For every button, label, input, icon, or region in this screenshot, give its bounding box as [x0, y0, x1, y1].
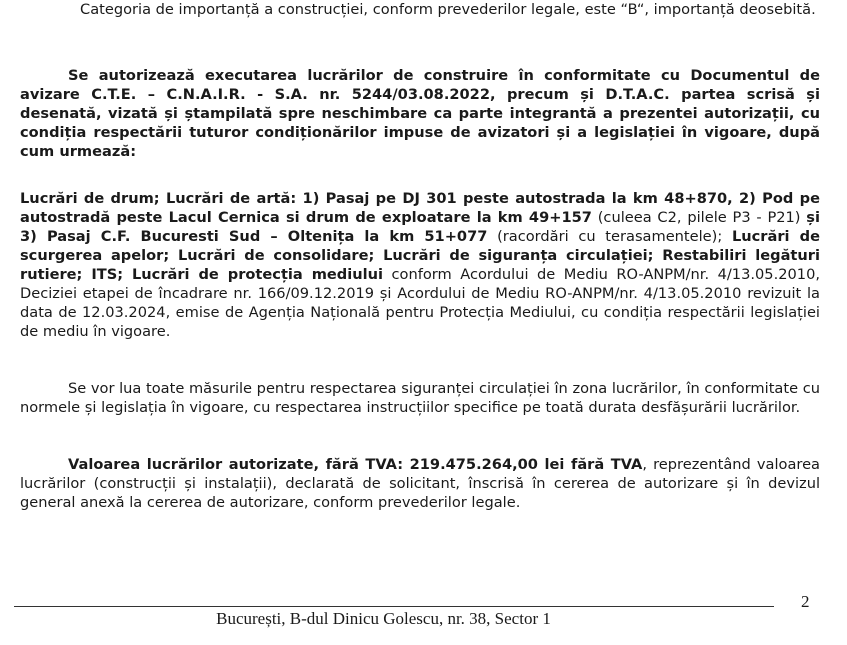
paragraph-traffic-safety	[20, 379, 820, 417]
works-list-bold-1: Lucrări de drum; Lucrări de artă: 1) Pasaj pe DJ 301 peste autostrada la km 48+870, 2) Pod pe autostradă peste Lacul Cernica si drum de exploatare la km 49+157	[20, 190, 820, 226]
works-list-text-1: (culeea C2, pilele P3 - P21)	[591, 209, 807, 226]
paragraph-authorization-text: Se autorizează executarea lucrărilor de construire în conformitate cu Documentul de avizare C.T.E. – C.N.A.I.R. - S.A. nr. 5244/03.08.2022, precum și D.T.A.C. partea scrisă și desenată, vizată și ștampilată spre neschimbare ca parte integrantă a prezentei autorizații, cu condiția respectării tuturor condiționărilor impuse de avizatori și a legislației în vigoare, după cum urmează:	[20, 67, 820, 160]
page-number: 2	[801, 592, 810, 611]
works-list-bold-2: și 3) Pasaj C.F. Bucuresti Sud – Oltenița la km 51+077	[20, 209, 820, 245]
works-value-bold: Valoarea lucrărilor autorizate, fără TVA: 219.475.264,00 lei fără TVA	[68, 456, 643, 473]
works-list-text-3: conform Acordului de Mediu RO-ANPM/nr. 4/13.05.2010, Deciziei etapei de încadrare nr. 166/09.12.2019 și Acordului de Mediu RO-ANPM/nr. 4/13.05.2010 revizuit la data de 12.03.2024, emise de Agenția Națională pentru Protecția Mediului, cu condiția respectării legislației de mediu în vigoare.	[20, 266, 820, 340]
footer-divider	[14, 606, 774, 607]
paragraph-works-list	[20, 189, 820, 341]
works-value-text: , reprezentând valoarea lucrărilor (construcții și instalații), declarată de solicitant, înscrisă în cererea de autorizare și în devizul general anexă la cererea de autorizare, conform prevederilor legale.	[20, 456, 821, 511]
paragraph-traffic-safety-text: Se vor lua toate măsurile pentru respectarea siguranței circulației în zona lucrărilor, în conformitate cu normele și legislația în vigoare, cu respectarea instrucțiilor specifice pe toată durata desfășurării lucrărilor.	[20, 380, 820, 416]
paragraph-works-value	[20, 455, 820, 512]
paragraph-importance-category	[20, 0, 820, 19]
works-list-text-2: (racordări cu terasamentele);	[487, 228, 732, 245]
paragraph-authorization	[20, 66, 820, 161]
paragraph-importance-category-text: Categoria de importanță a construcției, conform prevederilor legale, este “B“, importanță deosebită.	[80, 1, 816, 18]
works-list-bold-3: Lucrări de scurgerea apelor; Lucrări de consolidare; Lucrări de siguranța circulației; Restabiliri legături rutiere; ITS; Lucrări de protecția mediului	[20, 228, 820, 283]
footer-address: București, B-dul Dinicu Golescu, nr. 38, Sector 1	[216, 609, 551, 628]
